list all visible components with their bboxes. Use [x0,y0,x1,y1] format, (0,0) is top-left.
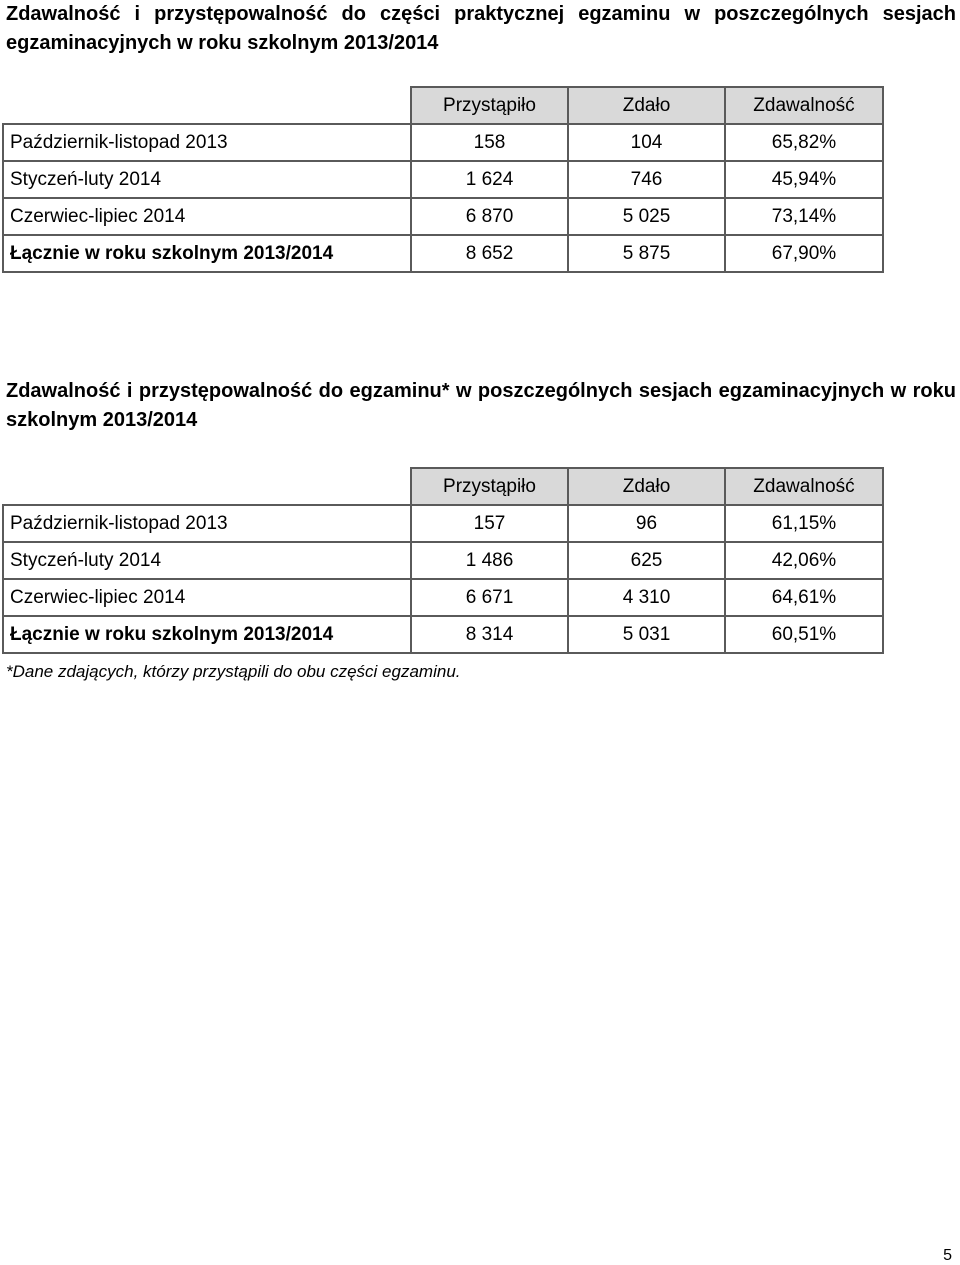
cell-zdawalnosc: 64,61% [725,579,883,616]
cell-przystapilo: 8 652 [411,235,568,272]
cell-zdalo: 5 031 [568,616,725,653]
table-row [3,161,883,198]
table-row [3,542,883,579]
section2-heading: Zdawalność i przystępowalność do egzaminu* w poszczególnych sesjach egzaminacyjnych w roku szkolnym 2013/2014 [6,380,956,431]
page-number: 5 [943,1247,952,1264]
table-row [3,579,883,616]
section1-table [2,86,884,273]
table-row-total [3,235,883,272]
table-header-row [3,468,883,505]
cell-zdalo: 625 [568,542,725,579]
row-label: Październik-listopad 2013 [3,505,411,542]
row-label: Czerwiec-lipiec 2014 [3,198,411,235]
cell-zdalo: 4 310 [568,579,725,616]
footnote: *Dane zdających, którzy przystąpili do obu części egzaminu. [6,662,461,681]
table-row-total [3,616,883,653]
section1-heading: Zdawalność i przystępowalność do części praktycznej egzaminu w poszczególnych sesjach egzaminacyjnych w roku szkolnym 2013/2014 [6,3,956,54]
cell-przystapilo: 1 624 [411,161,568,198]
cell-przystapilo: 1 486 [411,542,568,579]
header-blank-cell [3,87,411,124]
table-row [3,505,883,542]
table-header-row [3,87,883,124]
section2-table [2,467,884,654]
column-header-zdalo: Zdało [568,87,725,124]
cell-zdalo: 5 875 [568,235,725,272]
table-row [3,198,883,235]
column-header-przystapilo: Przystąpiło [411,468,568,505]
cell-zdawalnosc: 67,90% [725,235,883,272]
cell-zdalo: 96 [568,505,725,542]
column-header-zdalo: Zdało [568,468,725,505]
column-header-przystapilo: Przystąpiło [411,87,568,124]
row-label: Styczeń-luty 2014 [3,161,411,198]
cell-przystapilo: 6 870 [411,198,568,235]
row-label: Styczeń-luty 2014 [3,542,411,579]
cell-przystapilo: 157 [411,505,568,542]
column-header-zdawalnosc: Zdawalność [725,468,883,505]
cell-przystapilo: 8 314 [411,616,568,653]
cell-zdawalnosc: 60,51% [725,616,883,653]
header-blank-cell [3,468,411,505]
cell-zdawalnosc: 65,82% [725,124,883,161]
cell-zdawalnosc: 61,15% [725,505,883,542]
cell-przystapilo: 6 671 [411,579,568,616]
row-label: Październik-listopad 2013 [3,124,411,161]
table-row [3,124,883,161]
row-label-total: Łącznie w roku szkolnym 2013/2014 [3,616,411,653]
cell-zdawalnosc: 73,14% [725,198,883,235]
cell-zdawalnosc: 45,94% [725,161,883,198]
cell-przystapilo: 158 [411,124,568,161]
row-label: Czerwiec-lipiec 2014 [3,579,411,616]
cell-zdalo: 746 [568,161,725,198]
cell-zdalo: 104 [568,124,725,161]
column-header-zdawalnosc: Zdawalność [725,87,883,124]
row-label-total: Łącznie w roku szkolnym 2013/2014 [3,235,411,272]
cell-zdalo: 5 025 [568,198,725,235]
cell-zdawalnosc: 42,06% [725,542,883,579]
